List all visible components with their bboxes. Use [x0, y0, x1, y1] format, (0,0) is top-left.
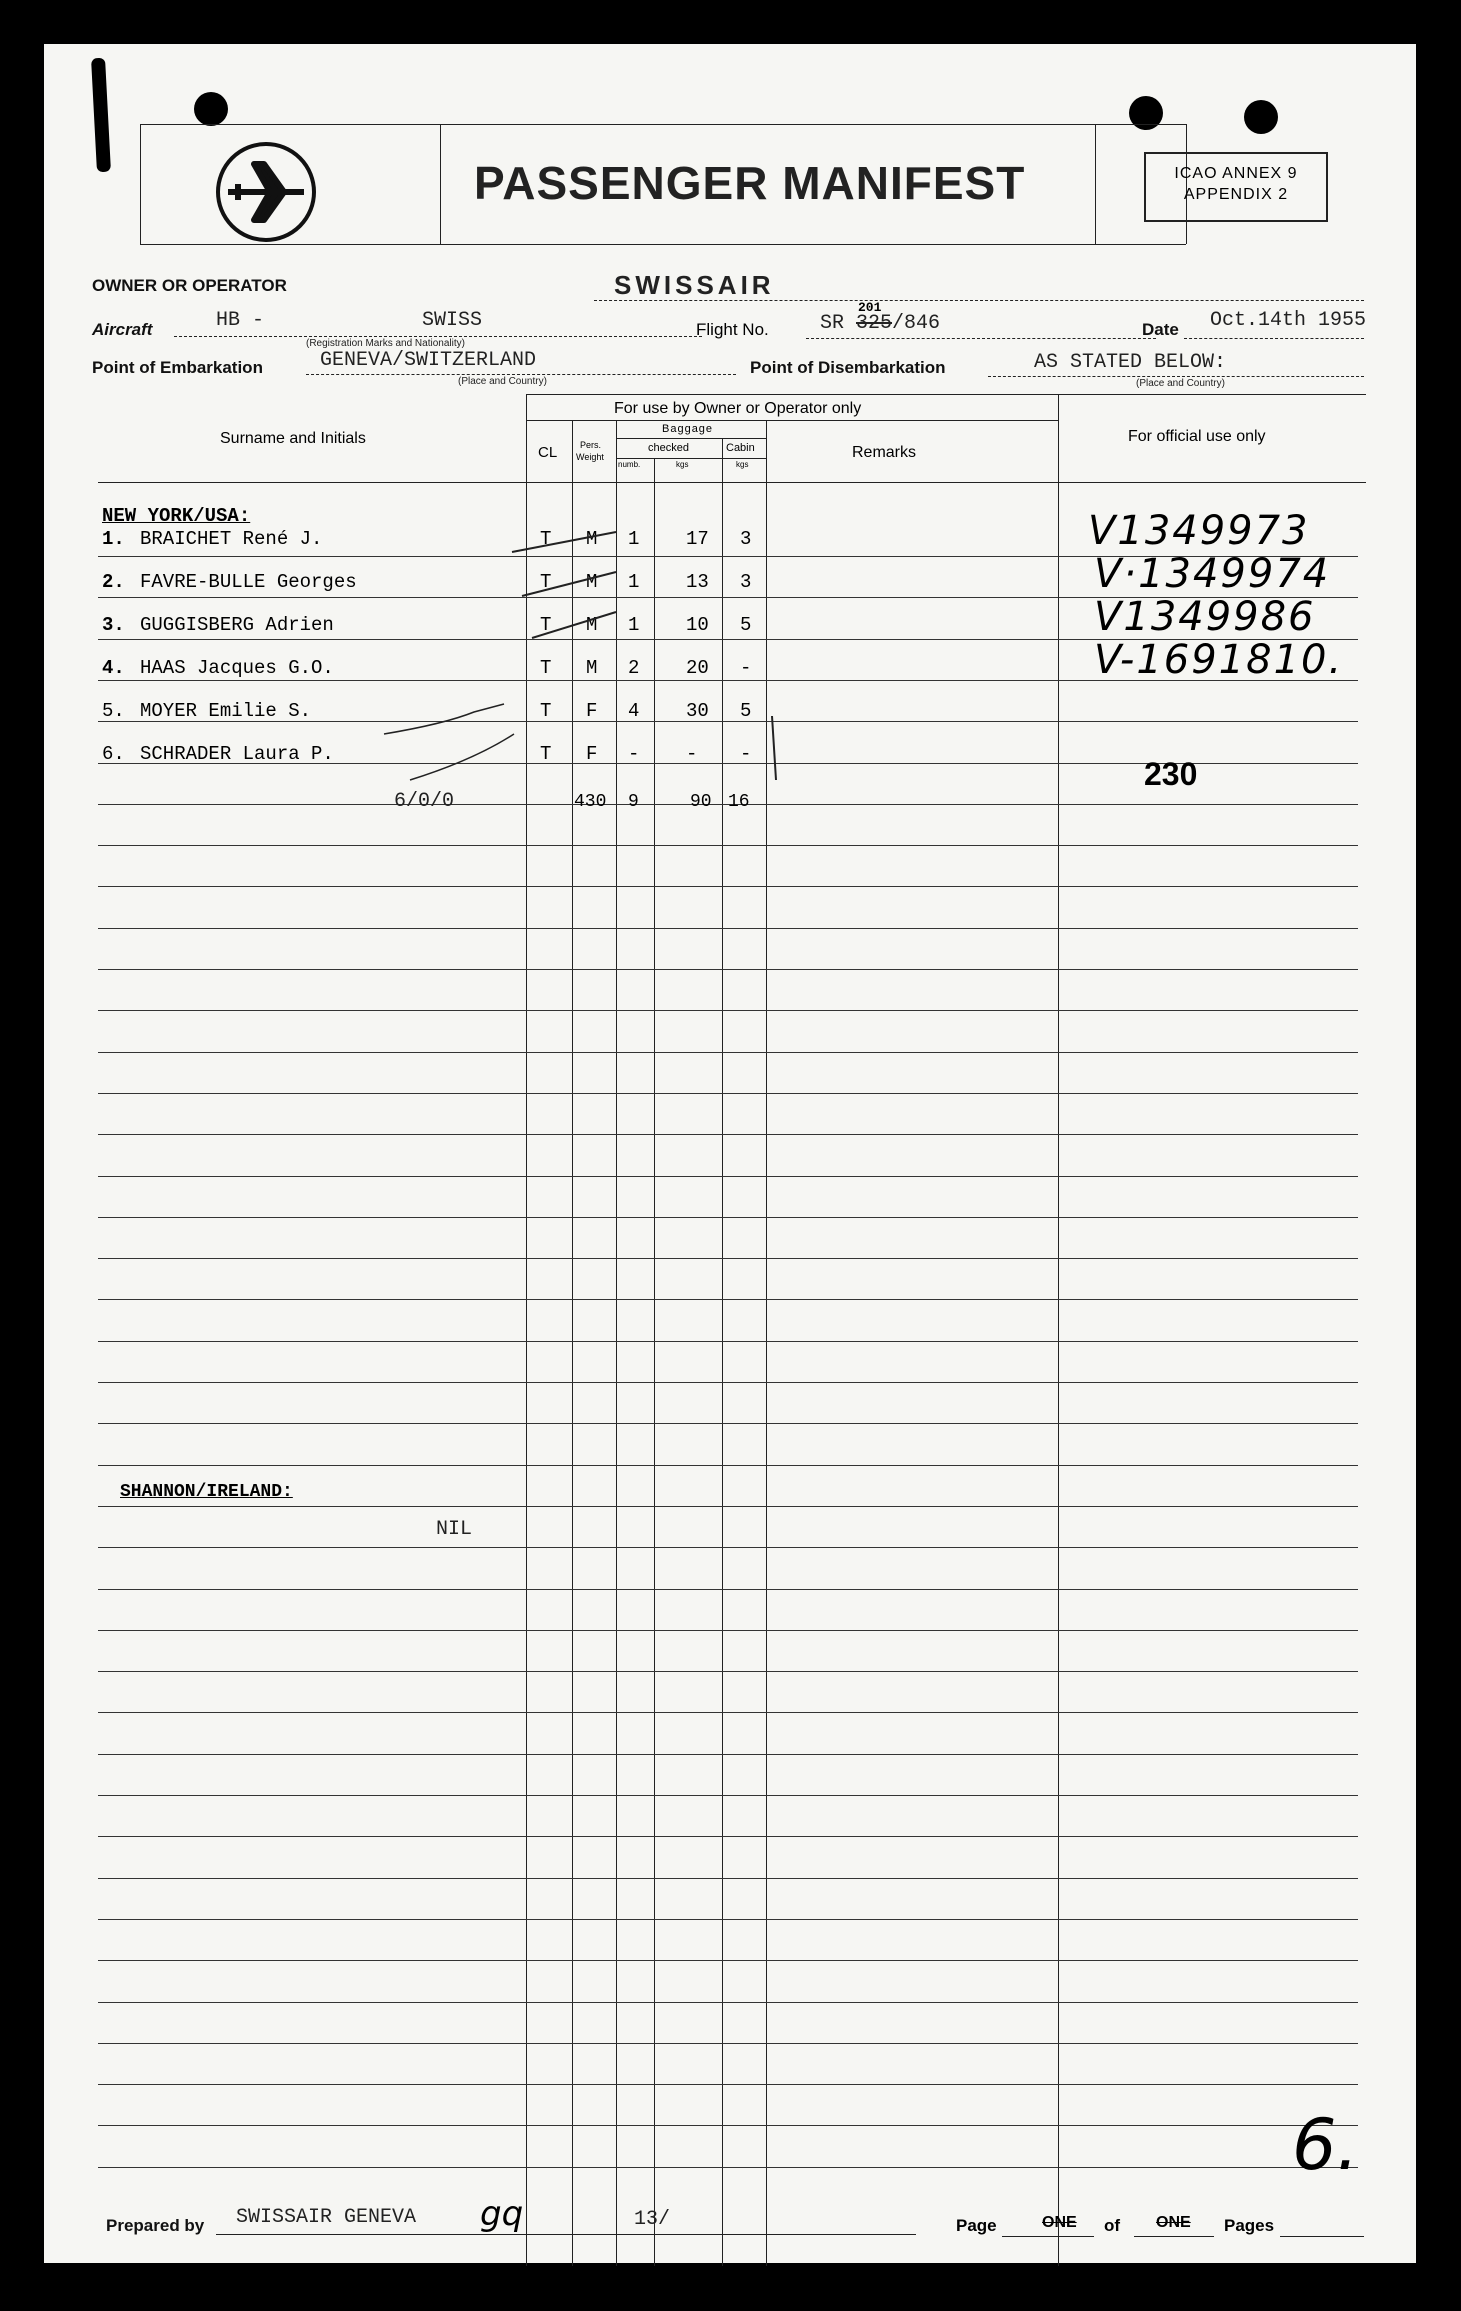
page-label: Page: [956, 2216, 997, 2235]
baggage-kgs: 30: [686, 700, 709, 722]
date-label: Date: [1142, 320, 1179, 339]
passenger-number: 2.: [102, 571, 125, 593]
baggage-kgs: 13: [686, 571, 709, 593]
embarkation-sublabel: (Place and Country): [458, 376, 547, 387]
remarks-header: Remarks: [852, 444, 917, 461]
cabin-kgs: 3: [740, 571, 752, 593]
official-visa-number: V1349986: [1094, 594, 1316, 640]
totals-cabin: 16: [728, 792, 750, 812]
passenger-sex: M: [586, 657, 598, 679]
official-visa-number: V-1691810.: [1094, 637, 1344, 683]
baggage-numb: -: [628, 743, 640, 765]
passenger-class: T: [540, 614, 552, 636]
section-shannon: SHANNON/IRELAND:: [120, 1482, 293, 1502]
baggage-numb: 1: [628, 571, 640, 593]
passenger-class: T: [540, 700, 552, 722]
passenger-sex: M: [586, 528, 598, 550]
flight-label: Flight No.: [696, 320, 769, 339]
passenger-sex: M: [586, 571, 598, 593]
date-value: Oct.14th 1955: [1210, 309, 1367, 332]
aircraft-value: SWISS: [422, 309, 483, 332]
flight-struck: 325: [856, 312, 893, 335]
pers-header-2: Weight: [576, 452, 604, 462]
passenger-name: MOYER Emilie S.: [140, 700, 312, 722]
totals-numb: 9: [628, 792, 639, 812]
passenger-sex: F: [586, 700, 598, 722]
cabin-kgs: 3: [740, 528, 752, 550]
disembarkation-sublabel: (Place and Country): [1136, 378, 1225, 389]
embarkation-label: Point of Embarkation: [92, 358, 263, 377]
section-shannon-value: NIL: [436, 1518, 473, 1541]
flight-suffix: /846: [892, 312, 941, 335]
pages-label: Pages: [1224, 2216, 1275, 2235]
operator-label: OWNER OR OPERATOR: [92, 276, 287, 295]
aircraft-sublabel: (Registration Marks and Nationality): [306, 338, 465, 349]
passenger-number: 3.: [102, 614, 125, 636]
prepared-label: Prepared by: [106, 2216, 205, 2235]
passenger-class: T: [540, 571, 552, 593]
baggage-header: Baggage: [662, 423, 714, 435]
baggage-numb: 4: [628, 700, 640, 722]
baggage-kgs: 10: [686, 614, 709, 636]
passenger-class: T: [540, 743, 552, 765]
passenger-sex: M: [586, 614, 598, 636]
official-number: 230: [1144, 756, 1198, 792]
checked-header: checked: [648, 442, 689, 454]
flight-over: 201: [858, 300, 882, 315]
passenger-class: T: [540, 657, 552, 679]
icao-line2: APPENDIX 2: [1183, 186, 1289, 203]
disembarkation-value: AS STATED BELOW:: [1034, 351, 1227, 374]
passenger-number: 1.: [102, 528, 125, 550]
official-visa-number: V·1349974: [1094, 551, 1331, 597]
page-title: PASSENGER MANIFEST: [474, 157, 1026, 209]
icao-line1: ICAO ANNEX 9: [1174, 165, 1298, 182]
of-label: of: [1104, 2216, 1121, 2235]
passenger-name: GUGGISBERG Adrien: [140, 614, 334, 636]
baggage-numb: 1: [628, 614, 640, 636]
aircraft-prefix: HB -: [216, 309, 265, 332]
baggage-numb: 1: [628, 528, 640, 550]
page-value: ONE: [1042, 2214, 1077, 2231]
tick-marks: [44, 44, 1416, 2263]
passenger-name: BRAICHET René J.: [140, 528, 323, 550]
cabin-kgs: -: [740, 743, 752, 765]
passenger-sex: F: [586, 743, 598, 765]
official-header: For official use only: [1128, 428, 1266, 445]
embarkation-value: GENEVA/SWITZERLAND: [320, 349, 537, 372]
disembarkation-label: Point of Disembarkation: [750, 358, 946, 377]
cabin-kgs: 5: [740, 700, 752, 722]
numb-header: numb.: [618, 460, 641, 469]
passenger-number: 6.: [102, 743, 125, 765]
corner-note: 6.: [1292, 2104, 1359, 2186]
operator-name: SWISSAIR: [614, 270, 775, 300]
cabin-kgs: -: [740, 657, 752, 679]
baggage-kgs: -: [686, 743, 698, 765]
official-visa-number: V1349973: [1088, 508, 1310, 554]
aircraft-label: Aircraft: [92, 320, 153, 339]
section-new-york: NEW YORK/USA:: [102, 505, 251, 527]
baggage-kgs: 20: [686, 657, 709, 679]
totals-kgs: 90: [690, 792, 712, 812]
surname-header: Surname and Initials: [220, 430, 366, 447]
totals-label: 6/0/0: [394, 790, 455, 813]
passenger-name: HAAS Jacques G.O.: [140, 657, 334, 679]
passenger-number: 4.: [102, 657, 125, 679]
cl-header: CL: [538, 444, 558, 461]
passenger-name: FAVRE-BULLE Georges: [140, 571, 357, 593]
passenger-name: SCHRADER Laura P.: [140, 743, 334, 765]
totals-weight: 430: [574, 792, 607, 812]
manifest-page: [44, 44, 1416, 2263]
passenger-number: 5.: [102, 700, 125, 722]
prepared-ref: 13/: [634, 2208, 671, 2231]
baggage-kgs: 17: [686, 528, 709, 550]
cabin-kgs: 5: [740, 614, 752, 636]
kgs-header: kgs: [676, 460, 689, 469]
pers-header-1: Pers.: [580, 440, 602, 450]
baggage-numb: 2: [628, 657, 640, 679]
flight-prefix: SR: [820, 312, 845, 335]
cabin-header: Cabin: [726, 442, 755, 454]
passenger-class: T: [540, 528, 552, 550]
owner-use-label: For use by Owner or Operator only: [614, 400, 862, 417]
prepared-value: SWISSAIR GENEVA: [236, 2206, 417, 2229]
prepared-initials: gq: [480, 2194, 524, 2234]
cabin-kgs-header: kgs: [736, 460, 749, 469]
of-value: ONE: [1156, 2214, 1191, 2231]
